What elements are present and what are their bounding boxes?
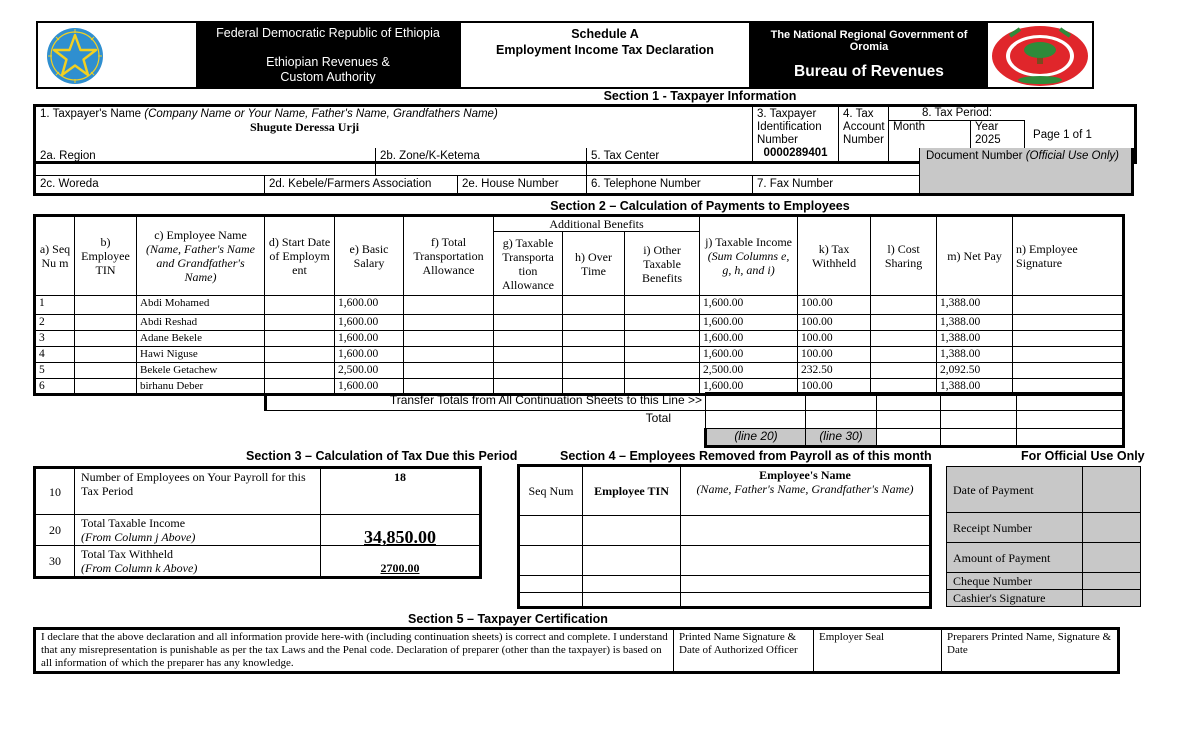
transfer-sig-cell[interactable] (1017, 393, 1124, 411)
line-source: (From Column k Above) (81, 561, 198, 575)
tax-due-row (35, 468, 481, 515)
col-cost-sharing-header: l) Cost Sharing (871, 216, 937, 296)
overtime-cell[interactable] (563, 347, 625, 363)
taxpayer-name-value: Shugute Deressa Urji (250, 120, 360, 134)
line-value[interactable]: 2700.00 (321, 546, 481, 578)
other-benefits-cell[interactable] (625, 347, 700, 363)
table-row (35, 347, 1124, 363)
printed-name-label: Printed Name Signature & Date of Authorized Officer (679, 631, 798, 656)
tax-withheld-cell[interactable]: 100.00 (798, 315, 871, 331)
cost-sharing-cell[interactable] (871, 347, 937, 363)
basic-salary-cell[interactable]: 2,500.00 (335, 363, 404, 379)
other-benefits-cell[interactable] (625, 331, 700, 347)
taxable-transport-cell[interactable] (494, 347, 563, 363)
table-row (35, 296, 1124, 315)
cost-sharing-cell[interactable] (871, 315, 937, 331)
col-other-benefits-header: i) Other Taxable Benefits (625, 232, 700, 296)
col-name-label: c) Employee Name (154, 228, 247, 242)
month-label: Month (893, 121, 925, 133)
schedule-label: Schedule A (571, 27, 639, 41)
authority-name-1: Ethiopian Revenues & (266, 55, 390, 69)
line-number: 30 (35, 546, 75, 578)
col-name-header (137, 216, 265, 296)
overtime-cell[interactable] (563, 363, 625, 379)
taxpayer-name-hint: (Company Name or Your Name, Father's Name, Grandfathers Name) (144, 108, 498, 120)
spacer-cell (266, 429, 706, 447)
year-label: Year (975, 121, 999, 133)
house-number-field[interactable] (458, 176, 587, 193)
tin-cell[interactable] (75, 315, 137, 331)
removed-name-header (681, 466, 931, 516)
header-federal-cell (197, 21, 459, 89)
col-overtime-header: h) Over Time (563, 232, 625, 296)
line-source: (From Column j Above) (81, 530, 196, 544)
start-date-cell[interactable] (265, 363, 335, 379)
federal-title: Federal Democratic Republic of Ethiopia (216, 26, 440, 40)
removed-name-cell[interactable] (681, 516, 931, 546)
transport-cell[interactable] (404, 296, 494, 315)
section1-title: Section 1 - Taxpayer Information (603, 89, 797, 103)
line30-label: (line 30) (819, 429, 863, 443)
official-label: Cheque Number (947, 573, 1083, 590)
woreda-field[interactable] (36, 176, 265, 193)
seq-cell: 6 (35, 379, 75, 395)
seq-cell: 4 (35, 347, 75, 363)
tin-cell[interactable] (75, 347, 137, 363)
other-benefits-cell[interactable] (625, 296, 700, 315)
removed-name-label: Employee's Name (759, 468, 851, 482)
zone-label: 2b. Zone/K-Ketema (380, 150, 480, 162)
official-row (947, 573, 1141, 590)
total-net-cell[interactable] (941, 411, 1017, 429)
tin-cell[interactable] (75, 379, 137, 395)
totals-table (264, 392, 1125, 448)
official-value[interactable] (1083, 467, 1141, 513)
kebele-field[interactable] (265, 176, 458, 193)
net-pay-cell[interactable]: 1,388.00 (937, 315, 1013, 331)
line-value[interactable]: 18 (321, 468, 481, 515)
taxable-transport-cell[interactable] (494, 315, 563, 331)
payments-table (33, 214, 1125, 396)
header-schedule-cell (459, 21, 751, 89)
net-pay-cell[interactable]: 1,388.00 (937, 296, 1013, 315)
taxable-income-cell[interactable]: 1,600.00 (700, 379, 798, 395)
tax-withheld-cell[interactable]: 100.00 (798, 379, 871, 395)
region-label: 2a. Region (40, 150, 96, 162)
transfer-tax-cell[interactable] (806, 393, 877, 411)
signature-cell[interactable] (1013, 331, 1124, 347)
tax-center-label: 5. Tax Center (591, 150, 660, 162)
official-use-table (946, 466, 1141, 607)
line-value[interactable]: 34,850.00 (321, 515, 481, 546)
name-cell[interactable]: Abdi Reshad (137, 315, 265, 331)
start-date-cell[interactable] (265, 347, 335, 363)
document-number-field (920, 148, 1131, 193)
net-pay-cell[interactable]: 1,388.00 (937, 347, 1013, 363)
kebele-label: 2d. Kebele/Farmers Association (269, 178, 432, 190)
taxable-income-cell[interactable]: 1,600.00 (700, 296, 798, 315)
signature-cell[interactable] (1013, 347, 1124, 363)
table-row (35, 331, 1124, 347)
tax-center-field[interactable] (587, 148, 920, 176)
line-number: 10 (35, 468, 75, 515)
line20-label: (line 20) (734, 429, 778, 443)
name-cell[interactable]: Adane Bekele (137, 331, 265, 347)
removed-seq-cell[interactable] (519, 546, 583, 576)
col-net-pay-header: m) Net Pay (937, 216, 1013, 296)
name-cell[interactable]: birhanu Deber (137, 379, 265, 395)
line-label-cell (75, 546, 321, 578)
table-row (35, 315, 1124, 331)
employer-seal-cell[interactable] (814, 629, 942, 673)
signature-cell[interactable] (1013, 315, 1124, 331)
form-title: Employment Income Tax Declaration (496, 43, 714, 57)
official-use-title: For Official Use Only (1021, 449, 1145, 463)
start-date-cell[interactable] (265, 296, 335, 315)
authority-name-2: Custom Authority (280, 70, 376, 84)
additional-benefits-header: Additional Benefits (494, 216, 700, 232)
transfer-taxable-cell[interactable] (706, 393, 806, 411)
net-pay-cell[interactable]: 1,388.00 (937, 331, 1013, 347)
house-number-label: 2e. House Number (462, 178, 559, 190)
taxable-income-cell[interactable]: 1,600.00 (700, 331, 798, 347)
region-field[interactable] (36, 148, 376, 176)
cost-sharing-cell[interactable] (871, 363, 937, 379)
header-oromia-cell (751, 21, 987, 89)
certification-table (33, 627, 1120, 674)
transfer-cost-cell[interactable] (877, 393, 941, 411)
line30-cell (806, 429, 877, 447)
transport-cell[interactable] (404, 315, 494, 331)
official-value[interactable] (1083, 573, 1141, 590)
employer-seal-label: Employer Seal (819, 631, 885, 643)
col-signature-header: n) Employee Signature (1013, 216, 1124, 296)
oromia-emblem-icon (990, 24, 1090, 88)
official-label: Amount of Payment (947, 543, 1083, 573)
line-sig-cell (1017, 429, 1124, 447)
document-number-label: Document Number (926, 150, 1026, 162)
year-value: 2025 (975, 134, 1001, 146)
taxable-transport-cell[interactable] (494, 331, 563, 347)
tin-cell[interactable] (75, 331, 137, 347)
page-count: Page 1 of 1 (1033, 129, 1092, 141)
tax-withheld-cell[interactable]: 100.00 (798, 347, 871, 363)
line-label: Number of Employees on Your Payroll for this Tax Period (81, 470, 306, 498)
overtime-cell[interactable] (563, 296, 625, 315)
col-tax-withheld-header: k) Tax Withheld (798, 216, 871, 296)
cost-sharing-cell[interactable] (871, 296, 937, 315)
fax-field[interactable] (753, 176, 920, 193)
tin-cell[interactable] (75, 363, 137, 379)
year-field[interactable] (971, 121, 1025, 151)
transfer-totals-label: Transfer Totals from All Continuation Sheets to this Line >> (266, 393, 706, 411)
tin-label: 3. Taxpayer Identification Number (757, 108, 822, 146)
transport-cell[interactable] (404, 363, 494, 379)
line-label: Total Taxable Income (81, 516, 186, 530)
removed-name-hint: (Name, Father's Name, Grandfather's Name) (696, 482, 914, 496)
taxpayer-name-label: 1. Taxpayer's Name (40, 108, 145, 120)
other-benefits-cell[interactable] (625, 315, 700, 331)
section3-title: Section 3 – Calculation of Tax Due this Period (246, 449, 518, 463)
total-tax-cell[interactable] (806, 411, 877, 429)
removed-seq-cell[interactable] (519, 516, 583, 546)
line-label-cell (75, 468, 321, 515)
tax-account-label: 4. Tax Account Number (843, 108, 885, 146)
basic-salary-cell[interactable]: 1,600.00 (335, 296, 404, 315)
official-value[interactable] (1083, 513, 1141, 543)
seq-cell: 1 (35, 296, 75, 315)
document-number-hint: (Official Use Only) (1025, 150, 1120, 162)
header-oromia-logo-cell (987, 21, 1094, 89)
taxable-transport-cell[interactable] (494, 363, 563, 379)
total-cost-cell[interactable] (877, 411, 941, 429)
seq-cell: 2 (35, 315, 75, 331)
bureau-title: Bureau of Revenues (794, 63, 944, 80)
ethiopia-emblem-icon (46, 26, 104, 86)
seq-cell: 5 (35, 363, 75, 379)
removed-tin-cell[interactable] (583, 576, 681, 593)
header-logo-cell (36, 21, 197, 89)
oromia-region: Oromia (849, 41, 889, 53)
official-row (947, 467, 1141, 513)
col-start-date-header: d) Start Date of Employm ent (265, 216, 335, 296)
line-label-cell (75, 515, 321, 546)
overtime-cell[interactable] (563, 315, 625, 331)
section2-title: Section 2 – Calculation of Payments to Employees (550, 199, 850, 213)
tax-due-row (35, 546, 481, 578)
official-row (947, 590, 1141, 607)
col-name-hint: (Name, Father's Name and Grandfather's Name) (146, 242, 255, 284)
official-row (947, 513, 1141, 543)
signature-cell[interactable] (1013, 296, 1124, 315)
removed-tin-cell[interactable] (583, 593, 681, 608)
col-taxable-transport-header: g) Taxable Transporta tion Allowance (494, 232, 563, 296)
tax-due-table (33, 466, 482, 579)
woreda-label: 2c. Woreda (40, 178, 99, 190)
section5-title: Section 5 – Taxpayer Certification (408, 612, 608, 626)
taxable-income-cell[interactable]: 1,600.00 (700, 347, 798, 363)
col-transport-header: f) Total Transportation Allowance (404, 216, 494, 296)
fax-label: 7. Fax Number (757, 178, 834, 190)
official-row (947, 543, 1141, 573)
preparer-cell[interactable] (942, 629, 1119, 673)
cost-sharing-cell[interactable] (871, 331, 937, 347)
transport-cell[interactable] (404, 347, 494, 363)
seq-cell: 3 (35, 331, 75, 347)
start-date-cell[interactable] (265, 331, 335, 347)
name-cell[interactable]: Hawi Niguse (137, 347, 265, 363)
tax-due-row (35, 515, 481, 546)
other-benefits-cell[interactable] (625, 363, 700, 379)
official-value[interactable] (1083, 543, 1141, 573)
telephone-field[interactable] (587, 176, 753, 193)
telephone-label: 6. Telephone Number (591, 178, 701, 190)
table-row (35, 363, 1124, 379)
net-pay-cell[interactable]: 1,388.00 (937, 379, 1013, 395)
official-label: Date of Payment (947, 467, 1083, 513)
removed-seq-cell[interactable] (519, 593, 583, 608)
official-label: Receipt Number (947, 513, 1083, 543)
col-seq-header: a) Seq Nu m (35, 216, 75, 296)
zone-field[interactable] (376, 148, 587, 176)
printed-name-cell[interactable] (674, 629, 814, 673)
tax-withheld-cell[interactable]: 100.00 (798, 331, 871, 347)
taxable-income-cell[interactable]: 2,500.00 (700, 363, 798, 379)
overtime-cell[interactable] (563, 331, 625, 347)
basic-salary-cell[interactable]: 1,600.00 (335, 379, 404, 395)
line-number: 20 (35, 515, 75, 546)
section4-title: Section 4 – Employees Removed from Payroll as of this month (560, 449, 932, 463)
name-cell[interactable]: Bekele Getachew (137, 363, 265, 379)
official-label: Cashier's Signature (947, 590, 1083, 607)
removed-tin-cell[interactable] (583, 516, 681, 546)
taxable-transport-cell[interactable] (494, 296, 563, 315)
col-basic-salary-header: e) Basic Salary (335, 216, 404, 296)
col-taxable-label: j) Taxable Income (705, 235, 792, 249)
total-label: Total (645, 411, 671, 425)
removed-name-cell[interactable] (681, 593, 931, 608)
name-cell[interactable]: Abdi Mohamed (137, 296, 265, 315)
removed-seq-cell[interactable] (519, 576, 583, 593)
line-label: Total Tax Withheld (81, 547, 174, 561)
preparer-label: Preparers Printed Name, Signature & Date (947, 631, 1112, 656)
removed-employees-table (517, 464, 932, 609)
tin-cell[interactable] (75, 296, 137, 315)
col-taxable-hint: (Sum Columns e, g, h, and i) (707, 249, 790, 277)
basic-salary-cell[interactable]: 1,600.00 (335, 315, 404, 331)
taxable-income-cell[interactable]: 1,600.00 (700, 315, 798, 331)
tax-withheld-cell[interactable]: 100.00 (798, 296, 871, 315)
removed-tin-cell[interactable] (583, 546, 681, 576)
oromia-government: The National Regional Government of (770, 29, 968, 41)
basic-salary-cell[interactable]: 1,600.00 (335, 331, 404, 347)
removed-name-cell[interactable] (681, 576, 931, 593)
declaration-text: I declare that the above declaration and all information provide here-with (including continuation sheets) is correct and complete. I understand that any misrepresentation is punishable as per the tax Laws and the Penal code. Declaration of preparer (other than the taxpayer) is based on all information of which the preparer has any knowledge. (35, 629, 674, 673)
col-tin-header: b) Employee TIN (75, 216, 137, 296)
col-taxable-income-header (700, 216, 798, 296)
line-net-cell (941, 429, 1017, 447)
month-field[interactable] (889, 121, 971, 151)
removed-seq-header: Seq Num (519, 466, 583, 516)
total-taxable-cell[interactable] (706, 411, 806, 429)
start-date-cell[interactable] (265, 315, 335, 331)
section1-lower (33, 148, 1134, 196)
transport-cell[interactable] (404, 331, 494, 347)
signature-cell[interactable] (1013, 363, 1124, 379)
tax-period-label: 8. Tax Period: (889, 107, 1025, 121)
line20-cell (706, 429, 806, 447)
line-cost-cell (877, 429, 941, 447)
total-sig-cell[interactable] (1017, 411, 1124, 429)
tax-withheld-cell[interactable]: 232.50 (798, 363, 871, 379)
net-pay-cell[interactable]: 2,092.50 (937, 363, 1013, 379)
tin-value: 0000289401 (763, 147, 828, 159)
official-value[interactable] (1083, 590, 1141, 607)
removed-name-cell[interactable] (681, 546, 931, 576)
transfer-net-cell[interactable] (941, 393, 1017, 411)
removed-tin-header: Employee TIN (583, 466, 681, 516)
basic-salary-cell[interactable]: 1,600.00 (335, 347, 404, 363)
